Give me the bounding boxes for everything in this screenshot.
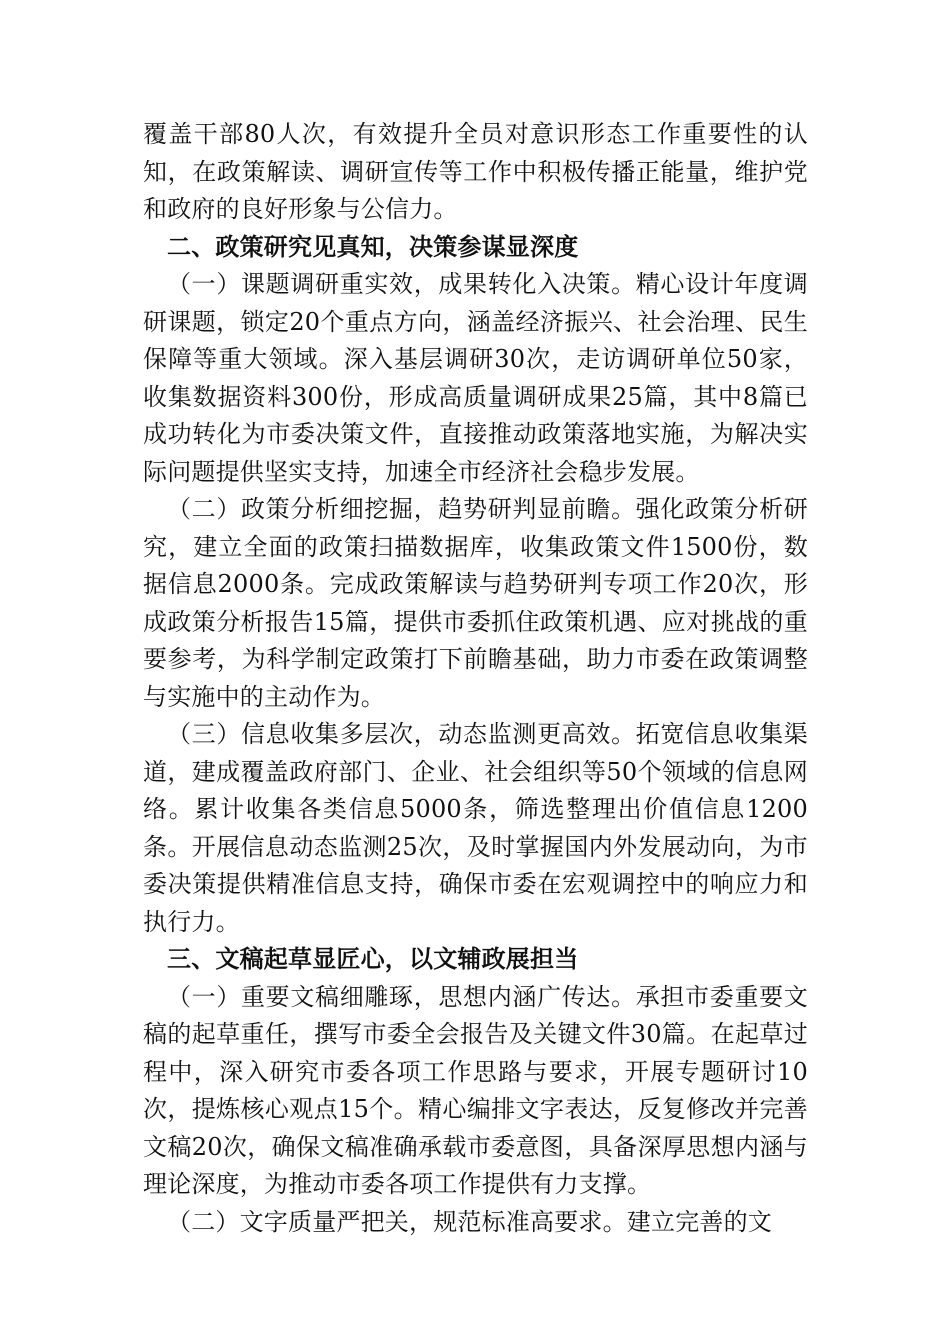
section-heading-3: 三、文稿起草显匠心，以文辅政展担当 [167, 945, 579, 973]
paragraph-lead: （二）文字质量严把关，规范标准高要求。 [167, 1207, 627, 1236]
paragraph-text: 承担市委重要文稿的起草重任，撰写市委全会报告及关键文件30篇。在起草过程中，深入研究市委各项工作思路与要求，开展专题研讨10次，提炼核心观点15个。精心编排文字表达，反复修改并完善文稿20次，确保文稿准确承载市委意图，具备深厚思想内涵与理论深度，为推动市委各项工作提供有力支撑。 [143, 982, 808, 1198]
paragraph-2-2 [143, 491, 808, 716]
paragraph-lead: （一）课题调研重实效，成果转化入决策。 [167, 270, 636, 298]
paragraph-text: 拓宽信息收集渠道，建成覆盖政府部门、企业、社会组织等50个领域的信息网络。累计收集各类信息5000条，筛选整理出价值信息1200条。开展信息动态监测25次，及时掌握国内外发展动向，为市委决策提供精准信息支持，确保市委在宏观调控中的响应力和执行力。 [143, 720, 808, 936]
paragraph-text: 覆盖干部80人次，有效提升全员对意识形态工作重要性的认知，在政策解读、调研宣传等工作中积极传播正能量，维护党和政府的良好形象与公信力。 [143, 120, 808, 223]
paragraph-lead: （三）信息收集多层次，动态监测更高效。 [167, 720, 636, 748]
paragraph-3-1 [143, 979, 808, 1204]
paragraph-continuation [143, 116, 808, 229]
paragraph-2-3 [143, 716, 808, 941]
paragraph-lead: （一）重要文稿细雕琢，思想内涵广传达。 [167, 982, 636, 1011]
paragraph-text: 强化政策分析研究，建立全面的政策扫描数据库，收集政策文件1500份，数据信息2000条。完成政策解读与趋势研判专项工作20次，形成政策分析报告15篇，提供市委抓住政策机遇、应对挑战的重要参考，为科学制定政策打下前瞻基础，助力市委在政策调整与实施中的主动作为。 [143, 495, 808, 711]
document-body [143, 116, 808, 1241]
paragraph-text: 精心设计年度调研课题，锁定20个重点方向，涵盖经济振兴、社会治理、民生保障等重大领域。深入基层调研30次，走访调研单位50家，收集数据资料300份，形成高质量调研成果25篇，其中8篇已成功转化为市委决策文件，直接推动政策落地实施，为解决实际问题提供坚实支持，加速全市经济社会稳步发展。 [143, 270, 808, 486]
paragraph-lead: （二）政策分析细挖掘，趋势研判显前瞻。 [167, 495, 636, 523]
paragraph-2-1 [143, 266, 808, 491]
section-heading-2: 二、政策研究见真知，决策参谋显深度 [167, 232, 579, 261]
paragraph-text: 建立完善的文 [626, 1207, 773, 1236]
paragraph-3-2 [143, 1204, 808, 1242]
